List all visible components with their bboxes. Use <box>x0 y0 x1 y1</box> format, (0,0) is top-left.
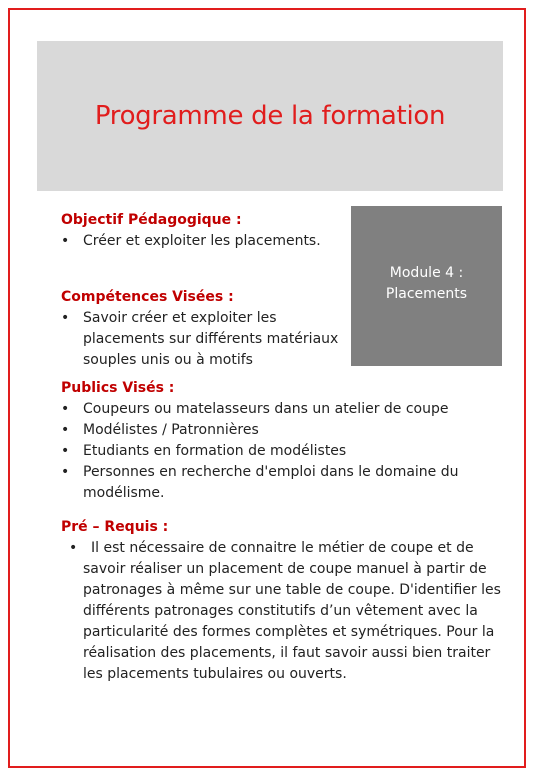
publics-section <box>61 378 501 504</box>
list-item: • Créer et exploiter les placements. <box>61 231 346 252</box>
module-number: Module 4 : <box>389 265 464 281</box>
publics-list <box>61 399 501 504</box>
prerequis-heading: Pré – Requis : <box>61 519 169 535</box>
title-banner <box>37 41 503 191</box>
list-item: • Etudiants en formation de modélistes <box>61 441 501 462</box>
publics-heading: Publics Visés : <box>61 380 175 396</box>
list-item: • Modélistes / Patronnières <box>61 420 501 441</box>
list-item: • Savoir créer et exploiter les placements sur différents matériaux souples unis ou à motifs <box>61 308 346 371</box>
list-item: • Il est nécessaire de connaitre le métier de coupe et de savoir réaliser un placement de coupe manuel à partir de patronages à même sur une table de coupe. D'identifier les différents patronages constitutifs d’un vêtement avec la particularité des formes complètes et symétriques. Pour la réalisation des placements, il faut savoir aussi bien traiter les placements tubulaires ou ouverts. <box>61 538 501 685</box>
competences-list <box>61 308 346 371</box>
competences-heading: Compétences Visées : <box>61 289 234 305</box>
prerequis-list <box>61 538 501 685</box>
objectif-list <box>61 231 346 252</box>
objectif-heading: Objectif Pédagogique : <box>61 212 242 228</box>
module-name: Placements <box>385 286 468 302</box>
list-item: • Personnes en recherche d'emploi dans le domaine du modélisme. <box>61 462 501 504</box>
page-title: Programme de la formation <box>94 101 446 131</box>
module-box <box>351 206 502 366</box>
competences-section <box>61 287 346 371</box>
prerequis-section <box>61 517 501 685</box>
list-item: • Coupeurs ou matelasseurs dans un atelier de coupe <box>61 399 501 420</box>
objectif-section <box>61 210 346 252</box>
